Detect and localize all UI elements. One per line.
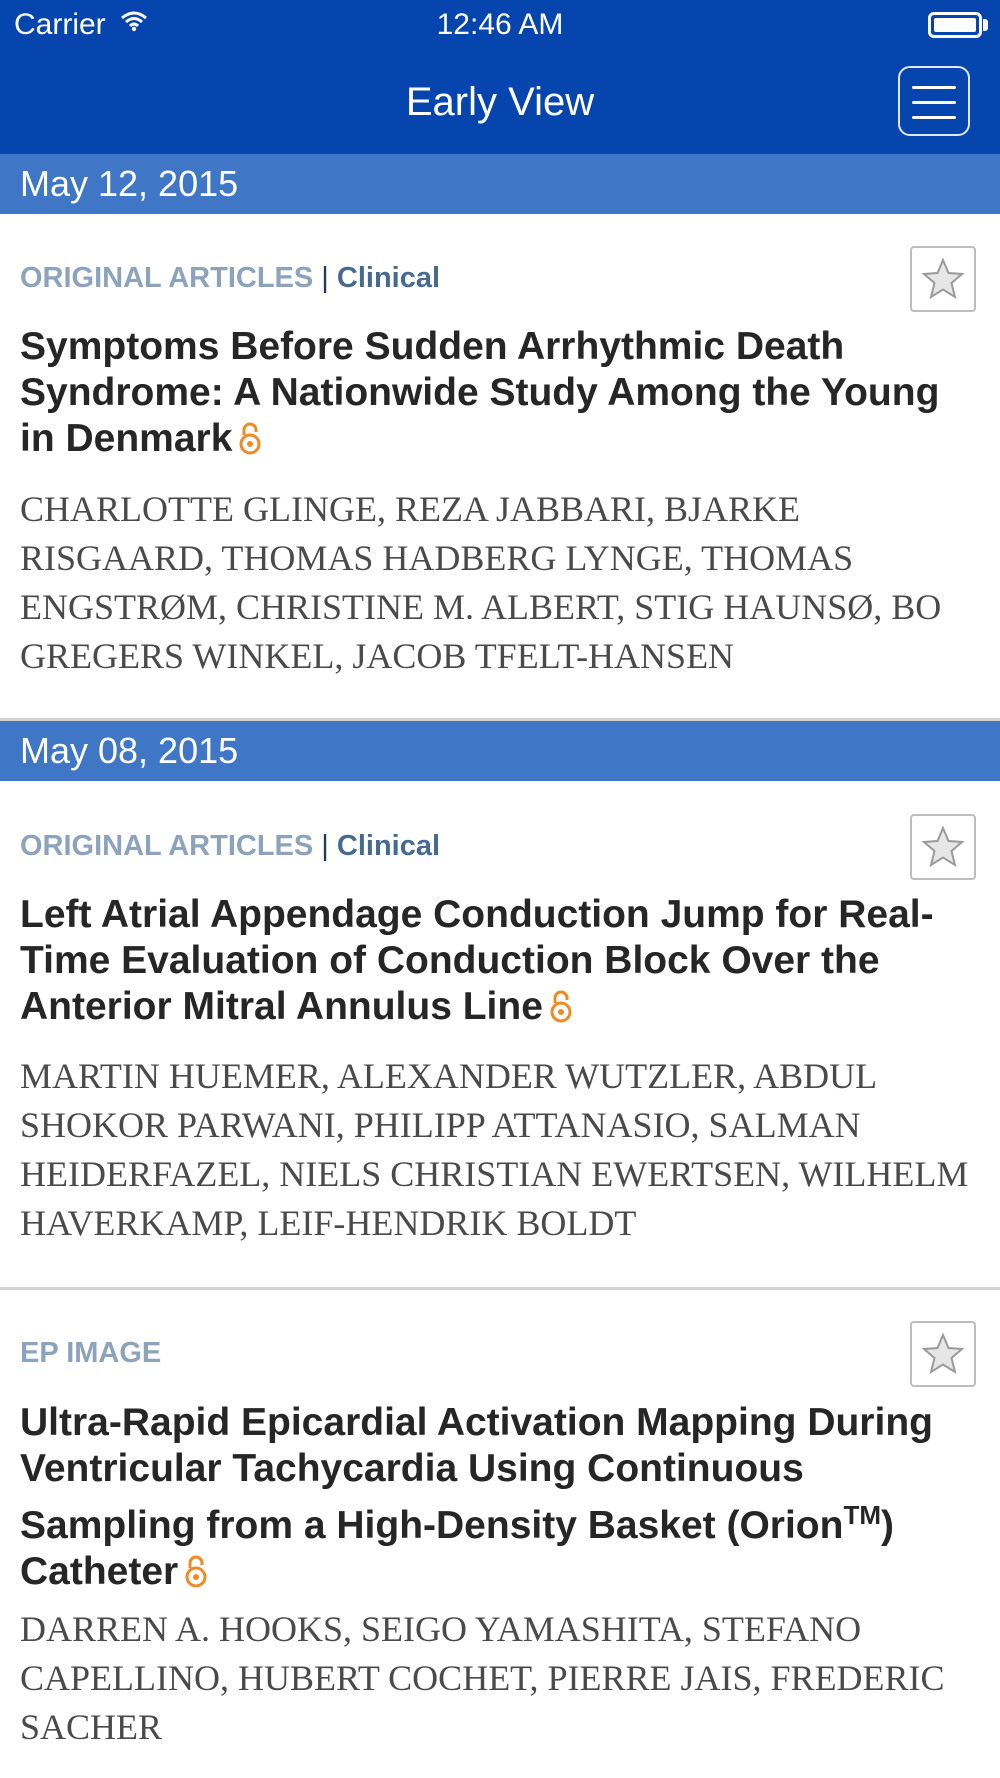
article-title-text: Ultra-Rapid Epicardial Activation Mapping During Ventricular Tachycardia Using Continuous Sampling from a High-Density Basket (Orion <box>20 1401 933 1547</box>
open-access-lock-icon <box>549 989 573 1023</box>
article-authors: CHARLOTTE GLINGE, REZA JABBARI, BJARKE RISGAARD, THOMAS HADBERG LYNGE, THOMAS ENGSTRØM, CHRISTINE M. ALBERT, STIG HAUNSØ, BO GREGERS WINKEL, JACOB TFELT-HANSEN <box>20 489 942 676</box>
battery-tip <box>983 19 988 31</box>
category-label: EP IMAGE <box>20 1337 162 1369</box>
article-title-text: Left Atrial Appendage Conduction Jump for Real-Time Evaluation of Conduction Block Over the Anterior Mitral Annulus Line <box>20 893 934 1028</box>
article-title[interactable] <box>20 324 980 462</box>
article-authors: DARREN A. HOOKS, SEIGO YAMASHITA, STEFANO CAPELLINO, HUBERT COCHET, PIERRE JAIS, FREDERIC SACHER <box>20 1609 945 1747</box>
favorite-button[interactable] <box>910 814 976 880</box>
article-title-text: Symptoms Before Sudden Arrhythmic Death Syndrome: A Nationwide Study Among the Young in Denmark <box>20 325 940 460</box>
category-separator: | <box>321 830 329 862</box>
page-title: Early View <box>405 80 595 124</box>
subcategory-label: Clinical <box>336 262 441 294</box>
trademark-sup: TM <box>843 1500 882 1530</box>
category-label: ORIGINAL ARTICLES <box>20 830 314 862</box>
subcategory-label: Clinical <box>336 830 441 862</box>
battery-icon <box>928 12 982 38</box>
category-separator: | <box>321 262 329 294</box>
status-time: 12:46 AM <box>436 8 564 41</box>
star-icon <box>921 1332 965 1376</box>
open-access-lock-icon <box>184 1554 208 1588</box>
star-icon <box>921 825 965 869</box>
article-category <box>20 262 440 295</box>
article-category <box>20 830 440 863</box>
article-title-end: ) Catheter <box>20 1504 895 1593</box>
open-access-lock-icon <box>238 421 262 455</box>
article-category <box>20 1337 161 1370</box>
star-icon <box>921 257 965 301</box>
divider <box>0 1287 1000 1290</box>
carrier-label: Carrier <box>14 8 106 41</box>
favorite-button[interactable] <box>910 1321 976 1387</box>
date-header: May 12, 2015 <box>0 154 1000 214</box>
nav-bar <box>0 50 1000 154</box>
article-title[interactable] <box>20 892 980 1030</box>
favorite-button[interactable] <box>910 246 976 312</box>
article-title[interactable] <box>20 1400 980 1595</box>
menu-button[interactable] <box>898 66 970 136</box>
article-authors: MARTIN HUEMER, ALEXANDER WUTZLER, ABDUL SHOKOR PARWANI, PHILIPP ATTANASIO, SALMAN HEIDERFAZEL, NIELS CHRISTIAN EWERTSEN, WILHELM HAVERKAMP, LEIF-HENDRIK BOLDT <box>20 1056 969 1243</box>
date-header: May 08, 2015 <box>0 721 1000 781</box>
category-label: ORIGINAL ARTICLES <box>20 262 314 294</box>
status-bar <box>0 0 1000 50</box>
